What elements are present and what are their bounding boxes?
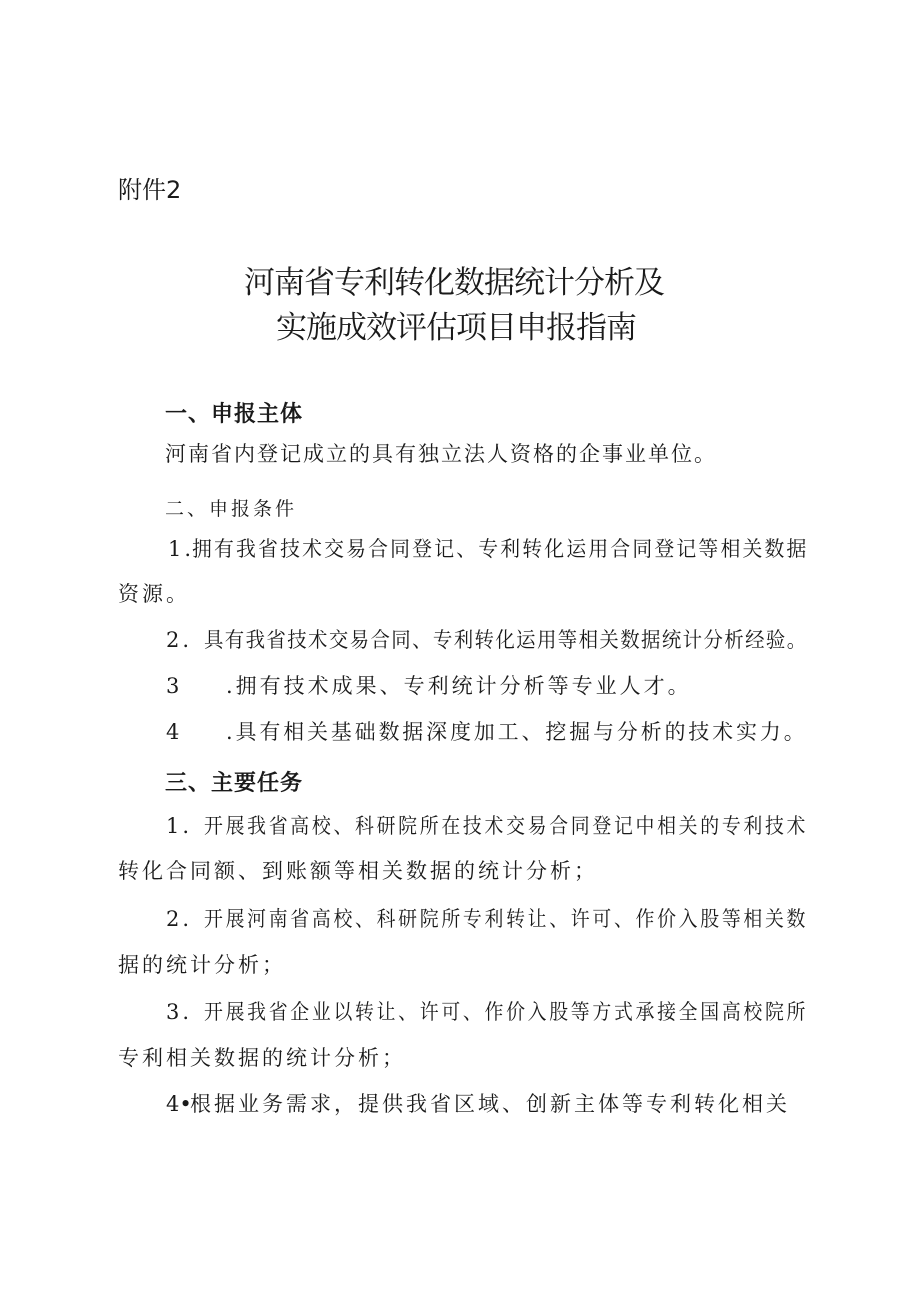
condition-4-number: 4 [166, 720, 183, 744]
condition-4-text: .具有相关基础数据深度加工、挖掘与分析的技术实力。 [226, 720, 808, 744]
task-1-number: 1. [166, 814, 193, 838]
condition-1-line-1: 拥有我省技术交易合同登记、专利转化运用合同登记等相关数据 [192, 537, 809, 561]
task-1-line-1: 开展我省高校、科研院所在技术交易合同登记中相关的专利技术 [204, 814, 809, 838]
condition-1-number: 1. [168, 537, 195, 561]
title-line-2: 实施成效评估项目申报指南 [276, 310, 636, 346]
condition-1-line-2: 资源。 [118, 582, 190, 606]
condition-3-text: .拥有技术成果、专利统计分析等专业人才。 [226, 674, 692, 698]
task-2-number: 2. [166, 907, 193, 931]
condition-2-number: 2. [166, 628, 193, 652]
title-line-1: 河南省专利转化数据统计分析及 [244, 265, 664, 301]
attachment-label: 附件2 [118, 176, 182, 204]
section-1-heading: 一、申报主体 [165, 402, 304, 427]
condition-2-text: 具有我省技术交易合同、专利转化运用等相关数据统计分析经验。 [204, 628, 808, 652]
task-3-number: 3. [166, 1000, 193, 1024]
condition-3-number: 3 [166, 674, 183, 698]
section-1-text: 河南省内登记成立的具有独立法人资格的企事业单位。 [165, 442, 717, 466]
task-2-line-1: 开展河南省高校、科研院所专利转让、许可、作价入股等相关数 [204, 907, 809, 931]
task-2-line-2: 据的统计分析； [118, 953, 286, 977]
task-3-line-1: 开展我省企业以转让、许可、作价入股等方式承接全国高校院所 [204, 1000, 809, 1024]
task-3-line-2: 专利相关数据的统计分析； [118, 1046, 406, 1070]
section-2-heading: 二、申报条件 [165, 498, 298, 520]
task-4-line-1: 根据业务需求，提供我省区域、创新主体等专利转化相关 [190, 1092, 790, 1116]
section-3-heading: 三、主要任务 [165, 771, 304, 796]
task-1-line-2: 转化合同额、到账额等相关数据的统计分析； [118, 859, 598, 883]
task-4-number: 4• [166, 1092, 192, 1116]
